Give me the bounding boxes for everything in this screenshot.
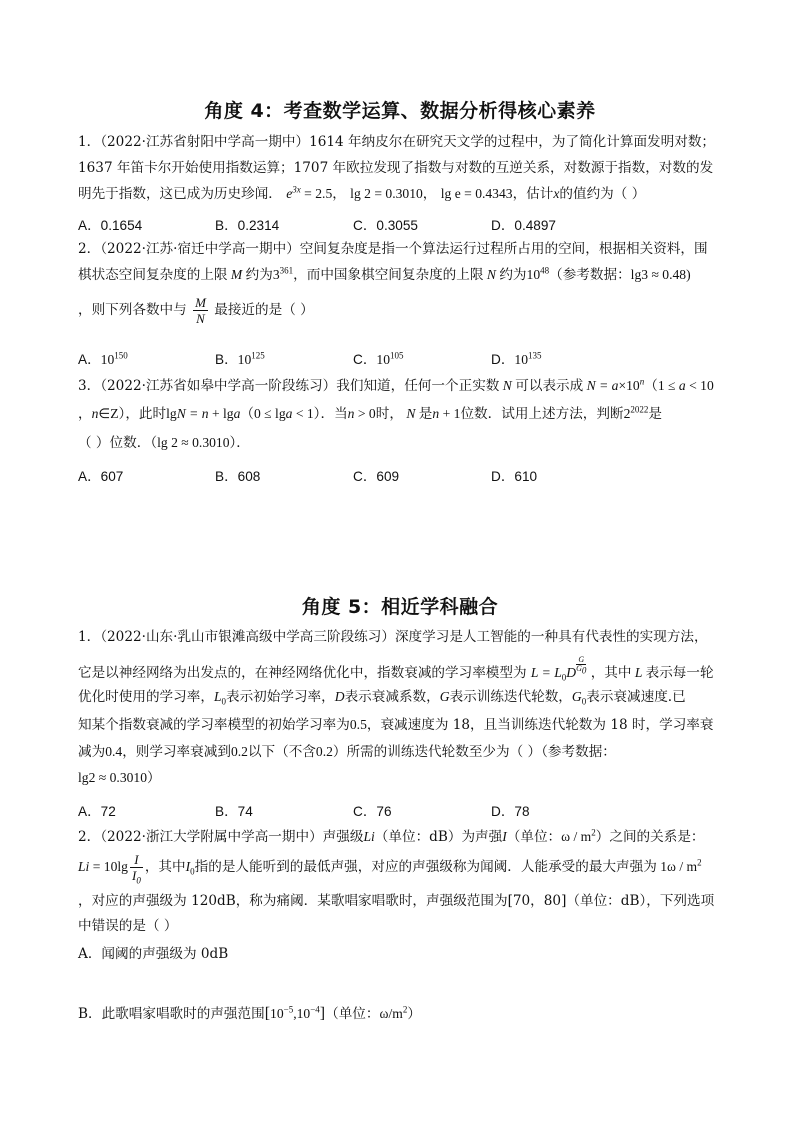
q5-2-option-a: A．闻阈的声强级为 0dB xyxy=(78,946,229,962)
q4-2-line-3: ，则下列各数中与 $\frac{M}{N}$ 最接近的是（ ） xyxy=(78,295,314,326)
q5-1-line-5: 减为0.4，则学习率衰减到0.2以下（不含0.2）所需的训练迭代轮数至少为（ ）（参考数据： xyxy=(78,744,616,760)
option-c: C．0.3055 xyxy=(353,218,418,233)
section-title-5: 角度 5：相近学科融合 xyxy=(301,596,499,618)
q4-1-options xyxy=(78,214,728,232)
option-b: B．608 xyxy=(215,469,261,484)
option-d: D．78 xyxy=(491,804,530,819)
q4-1-line-2: 1637 年笛卡尔开始使用指数运算；1707 年欧拉发现了指数与对数的互逆关系，对数源于指数，对数的发 xyxy=(78,160,714,176)
option-d: D．610 xyxy=(491,469,538,484)
option-b: B．74 xyxy=(215,804,253,819)
q5-2-line-1: 2．（2022·浙江大学附属中学高一期中）声强级Li（单位：dB）为声强I（单位：ω / $m^2$）之间的关系是： xyxy=(78,827,705,845)
q4-1-line-3: 明先于指数，这已成为历史珍闻． $e^{3x} = 2.5$， lg 2 = 0.3010， lg e = 0.4343，估计x的值约为（ ） xyxy=(78,184,646,202)
section-title-4: 角度 4：考查数学运算、数据分析得核心素养 xyxy=(204,100,596,122)
q5-1-line-1: 1．（2022·山东·乳山市银滩高级中学高三阶段练习）深度学习是人工智能的一种具有代表性的实现方法， xyxy=(78,629,708,645)
option-d: D．$10^{135}$ xyxy=(491,350,542,367)
option-a: A．0.1654 xyxy=(78,218,143,233)
q5-1-line-4: 知某个指数衰减的学习率模型的初始学习率为0.5，衰减速度为 18，且当训练迭代轮数为 18 时，学习率衰 xyxy=(78,717,714,733)
option-a: A．607 xyxy=(78,469,124,484)
option-a: A．$10^{150}$ xyxy=(78,350,128,367)
q4-3-line-2: ，n∈Z），此时lgN = n + lga（0 ≤ lga < 1）．当n > 0时， N 是n + 1位数．试用上述方法，判断$2^{2022}$是 xyxy=(78,404,662,422)
option-a: A．72 xyxy=(78,804,116,819)
q5-2-line-4: 中错误的是（ ） xyxy=(78,918,178,934)
q4-2-line-1: 2．（2022·江苏·宿迁中学高一期中）空间复杂度是指一个算法运行过程所占用的空间，根据相关资料，围 xyxy=(78,241,708,257)
q4-1-line-1: 1．（2022·江苏省射阳中学高一期中）1614 年纳皮尔在研究天文学的过程中，为了简化计算面发明对数； xyxy=(78,134,716,150)
q5-1-line-6: lg2 ≈ 0.3010） xyxy=(78,770,161,786)
q5-1-line-2: 它是以神经网络为出发点的，在神经网络优化中，指数衰减的学习率模型为 $L = L_0D$ $\frac{G}{G_0}$ ，其中 L 表示每一轮 xyxy=(78,655,714,683)
q5-1-options xyxy=(78,800,728,818)
option-b: B．$10^{125}$ xyxy=(215,350,265,367)
q4-2-line-2: 棋状态空间复杂度的上限 M 约为$3^{361}$，而中国象棋空间复杂度的上限 N 约为$10^{48}$（参考数据：lg3 ≈ 0.48) xyxy=(78,265,691,283)
q4-3-options xyxy=(78,465,728,483)
q5-2-option-b: B．此歌唱家唱歌时的声强范围$[10^{-5},10^{-4}]$（单位：$\omega/m^2$） xyxy=(78,1004,421,1022)
option-d: D．0.4897 xyxy=(491,218,556,233)
q4-2-options xyxy=(78,348,728,366)
option-c: C．76 xyxy=(353,804,392,819)
q5-2-line-2: Li = 10lg $\frac{I}{I_0}$ ，其中$I_0$指的是人能听到的最低声强，对应的声强级称为闻阈．人能承受的最大声强为 $1\omega / m^2$ xyxy=(78,852,702,886)
option-c: C．609 xyxy=(353,469,400,484)
q4-3-line-1: 3．（2022·江苏省如皋中学高一阶段练习）我们知道，任何一个正实数 N 可以表示成 $N = a\times 10^n(1 \le a < 10$ xyxy=(78,376,714,394)
q4-3-line-3: （ ）位数．（lg 2 ≈ 0.3010）． xyxy=(78,435,250,451)
q5-2-line-3: ，对应的声强级为 120dB，称为痛阈．某歌唱家唱歌时，声强级范围为[70，80]（单位：dB），下列选项 xyxy=(78,893,715,909)
option-b: B．0.2314 xyxy=(215,218,280,233)
option-c: C．$10^{105}$ xyxy=(353,350,404,367)
q5-1-line-3: 优化时使用的学习率，$L_0$表示初始学习率，D表示衰减系数，G表示训练迭代轮数，$G_0$表示衰减速度.已 xyxy=(78,689,686,707)
